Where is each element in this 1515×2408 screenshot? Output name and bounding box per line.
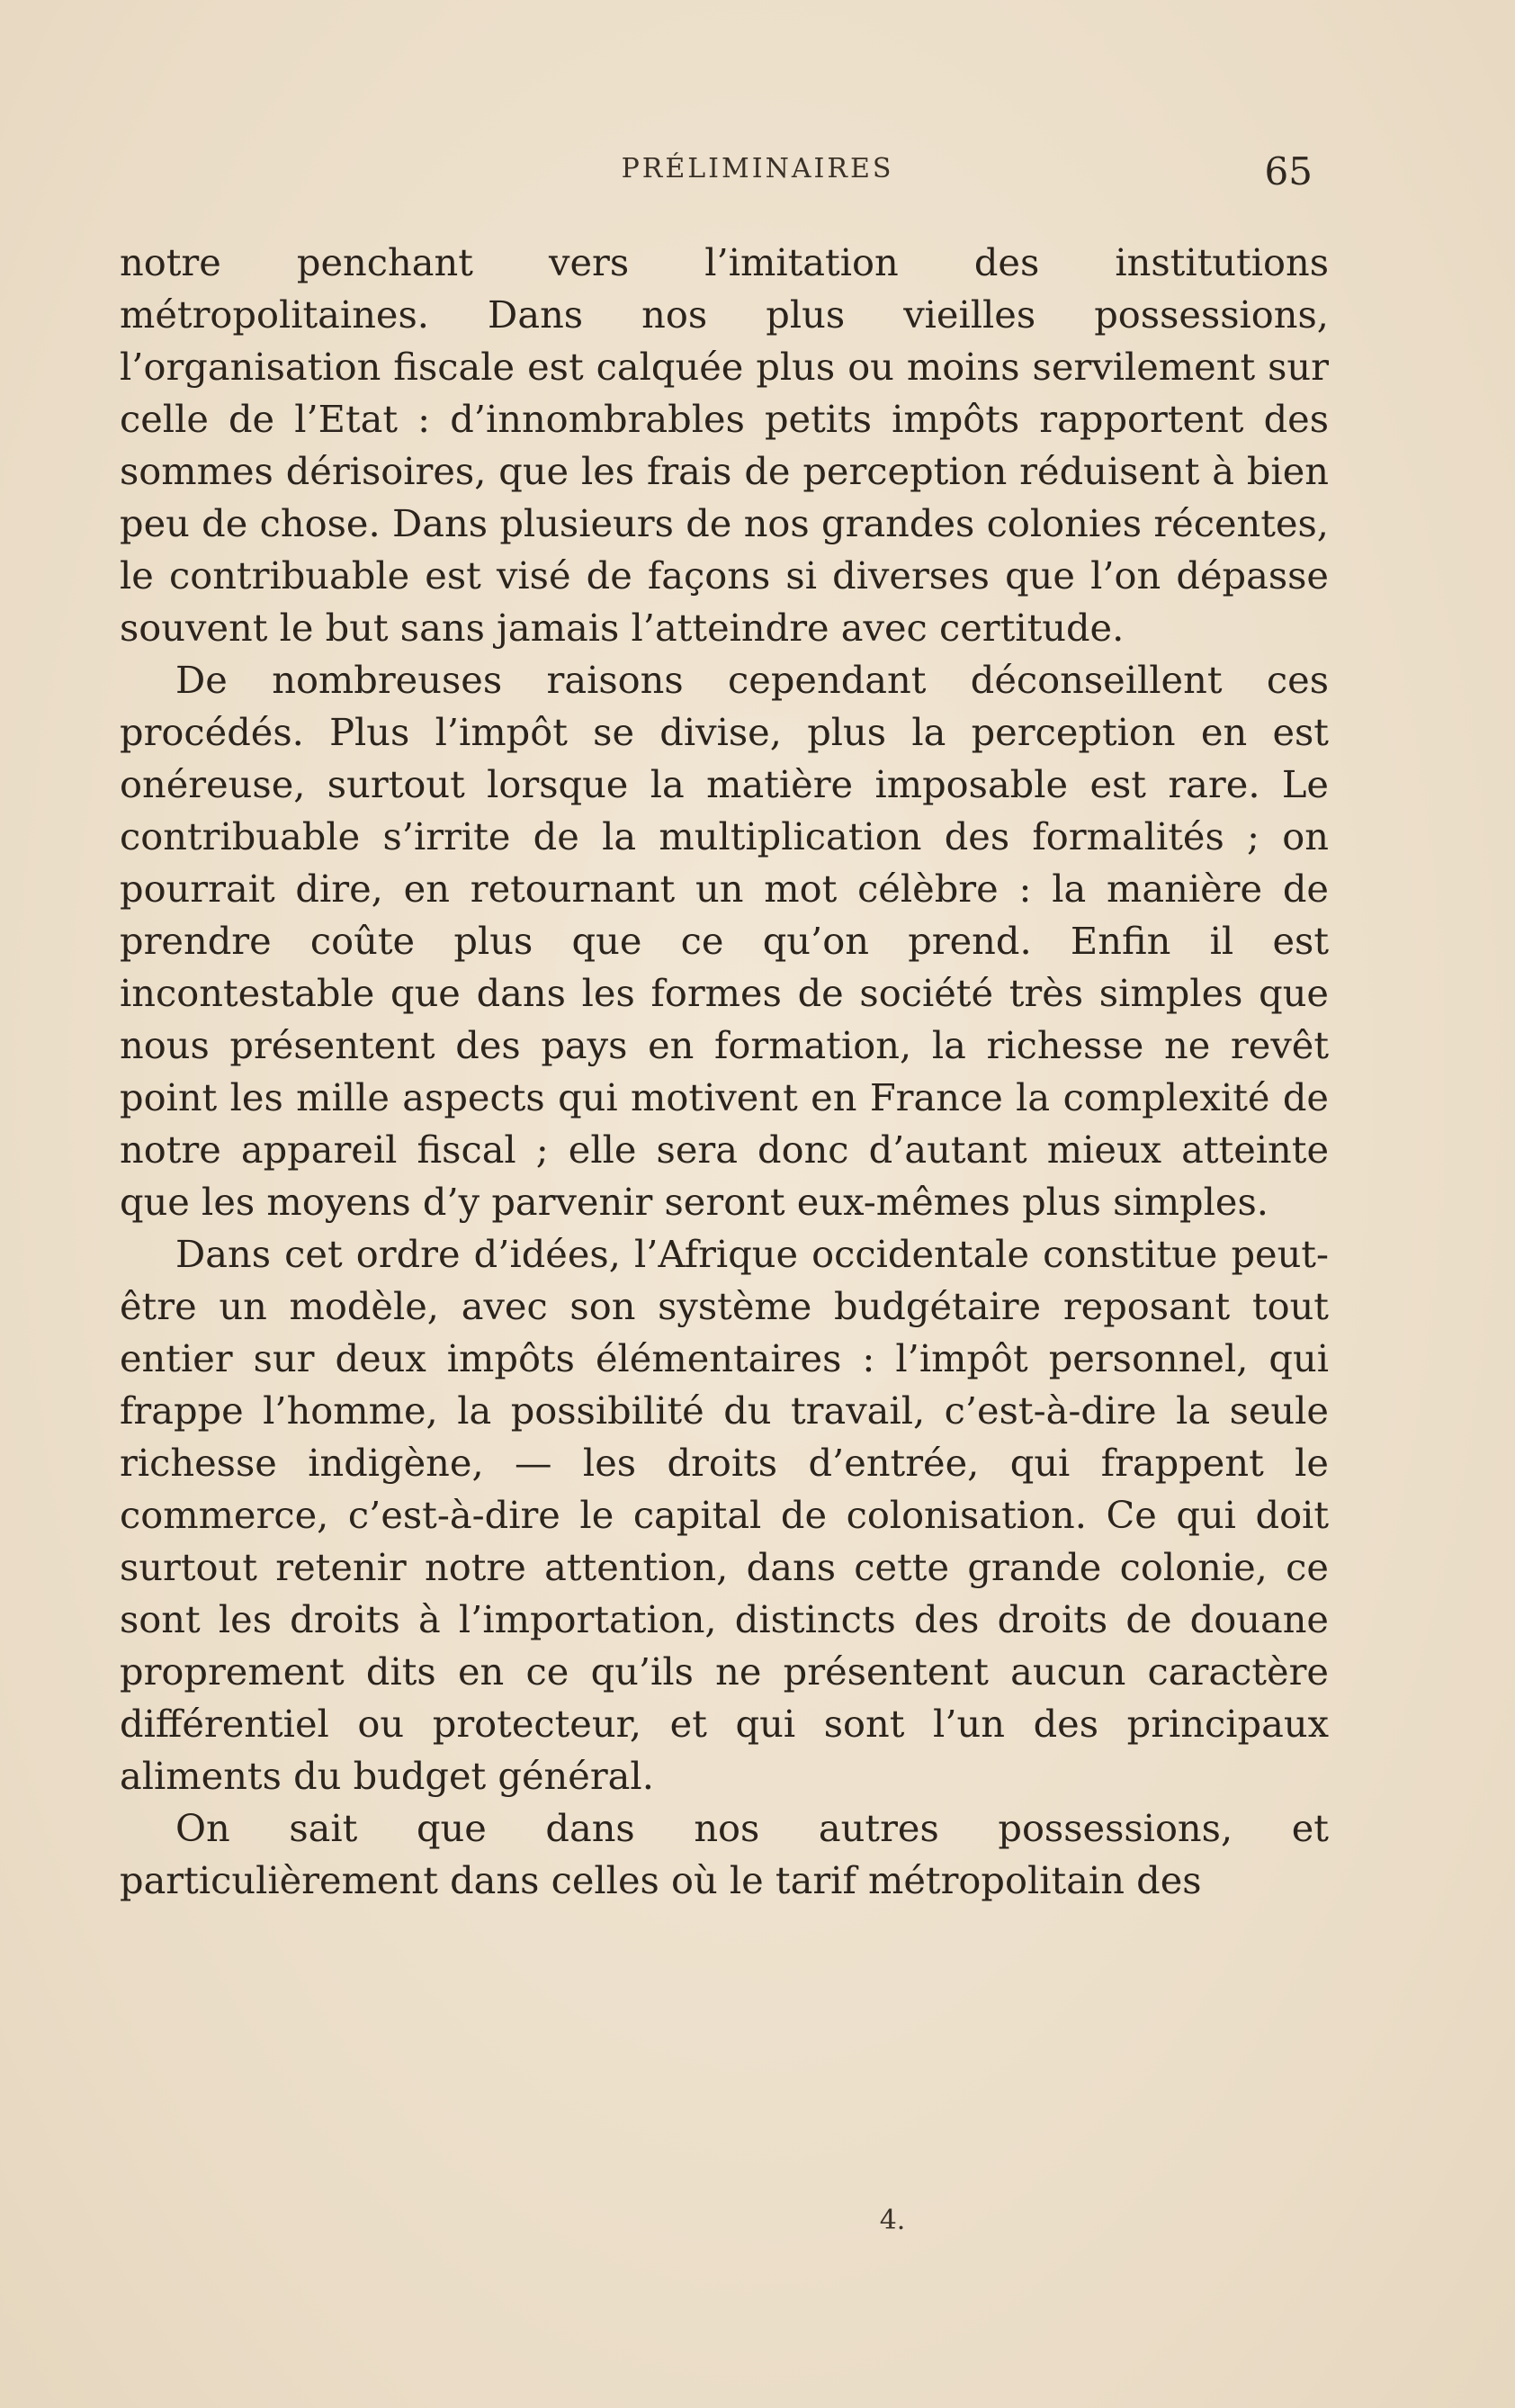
body-text bbox=[120, 237, 1329, 1907]
paragraph: Dans cet ordre d’idées, l’Afrique occidentale constitue peut-être un modèle, avec son système budgétaire reposant tout entier sur deux impôts élémentaires : l’impôt personnel, qui frappe l’homme, la possibilité du travail, c’est-à-dire la seule richesse indigène, — les droits d’entrée, qui frappent le commerce, c’est-à-dire le capital de colonisation. Ce qui doit surtout retenir notre attention, dans cette grande colonie, ce sont les droits à l’importation, distincts des droits de douane proprement dits en ce qu’ils ne présentent aucun caractère différentiel ou protecteur, et qui sont l’un des principaux aliments du budget général. bbox=[120, 1232, 1329, 1798]
running-title: PRÉLIMINAIRES bbox=[621, 153, 894, 184]
signature-mark: 4. bbox=[879, 2205, 906, 2236]
paragraph: On sait que dans nos autres possessions, et particulièrement dans celles où le tarif métropolitain des bbox=[120, 1806, 1329, 1902]
page-number: 65 bbox=[1264, 149, 1313, 193]
paragraph: notre penchant vers l’imitation des institutions métropolitaines. Dans nos plus vieilles possessions, l’organisation fiscale est calquée plus ou moins servilement sur celle de l’Etat : d’innombrables petits impôts rapportent des sommes dérisoires, que les frais de perception réduisent à bien peu de chose. Dans plusieurs de nos grandes colonies récentes, le contribuable est visé de façons si diverses que l’on dépasse souvent le but sans jamais l’atteindre avec certitude. bbox=[120, 240, 1329, 650]
running-head bbox=[0, 149, 1515, 198]
paragraph: De nombreuses raisons cependant déconseillent ces procédés. Plus l’impôt se divise, plus la perception en est onéreuse, surtout lorsque la matière imposable est rare. Le contribuable s’irrite de la multiplication des formalités ; on pourrait dire, en retournant un mot célèbre : la manière de prendre coûte plus que ce qu’on prend. Enfin il est incontestable que dans les formes de société très simples que nous présentent des pays en formation, la richesse ne revêt point les mille aspects qui motivent en France la complexité de notre appareil fiscal ; elle sera donc d’autant mieux atteinte que les moyens d’y parvenir seront eux-mêmes plus simples. bbox=[120, 658, 1329, 1224]
